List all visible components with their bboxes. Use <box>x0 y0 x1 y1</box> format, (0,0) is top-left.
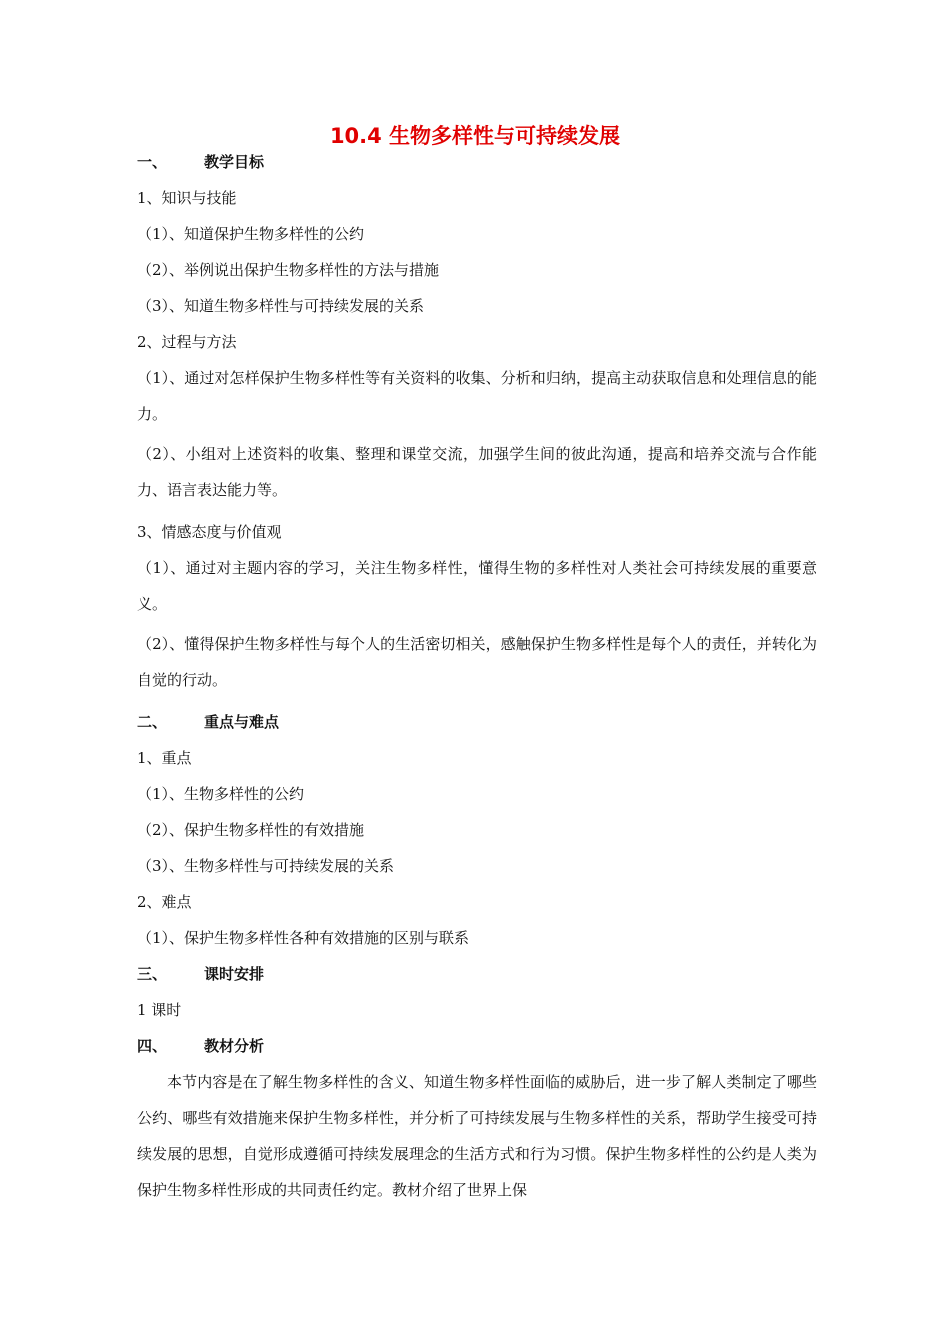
text-line: （2）、举例说出保护生物多样性的方法与措施 <box>137 261 440 279</box>
section-title: 教材分析 <box>204 1037 265 1055</box>
section-title: 课时安排 <box>204 965 265 983</box>
section-number: 三、 <box>137 965 168 983</box>
paragraph: （1）、通过对怎样保护生物多样性等有关资料的收集、分析和归纳，提高主动获取信息和处理信息的能力。 <box>137 369 817 423</box>
section-title: 教学目标 <box>204 153 265 171</box>
paragraph: （1）、通过对主题内容的学习，关注生物多样性，懂得生物的多样性对人类社会可持续发展的重要意义。 <box>137 559 817 613</box>
text-line: 2、难点 <box>137 893 192 911</box>
text-line: （1）、生物多样性的公约 <box>137 785 305 803</box>
section-title: 重点与难点 <box>204 713 280 731</box>
paragraph: （2）、小组对上述资料的收集、整理和课堂交流，加强学生间的彼此沟通，提高和培养交流与合作能力、语言表达能力等。 <box>137 445 817 499</box>
document-title: 10.4 生物多样性与可持续发展 <box>329 124 621 148</box>
section-number: 二、 <box>137 713 168 731</box>
section-number: 一、 <box>137 153 168 171</box>
paragraph: （2）、懂得保护生物多样性与每个人的生活密切相关，感触保护生物多样性是每个人的责任，并转化为自觉的行动。 <box>137 635 817 689</box>
text-line: 1、重点 <box>137 749 192 767</box>
section-heading-3 <box>137 962 264 986</box>
section-number: 四、 <box>137 1037 168 1055</box>
section-heading-2 <box>137 710 279 734</box>
text-line: （1）、保护生物多样性各种有效措施的区别与联系 <box>137 929 470 947</box>
text-line: 1 课时 <box>137 1001 182 1019</box>
text-line: （1）、知道保护生物多样性的公约 <box>137 225 365 243</box>
section-heading-4 <box>137 1034 264 1058</box>
text-line: 1、知识与技能 <box>137 189 237 207</box>
section-heading-1 <box>137 150 264 174</box>
text-line: （3）、生物多样性与可持续发展的关系 <box>137 857 395 875</box>
text-line: 3、情感态度与价值观 <box>137 523 282 541</box>
text-line: 2、过程与方法 <box>137 333 237 351</box>
paragraph: 本节内容是在了解生物多样性的含义、知道生物多样性面临的威胁后，进一步了解人类制定了哪些公约、哪些有效措施来保护生物多样性，并分析了可持续发展与生物多样性的关系，帮助学生接受可持续发展的思想，自觉形成遵循可持续发展理念的生活方式和行为习惯。保护生物多样性的公约是人类为保护生物多样性形成的共同责任约定。教材介绍了世界上保 <box>137 1073 817 1199</box>
text-line: （2）、保护生物多样性的有效措施 <box>137 821 365 839</box>
text-line: （3）、知道生物多样性与可持续发展的关系 <box>137 297 425 315</box>
